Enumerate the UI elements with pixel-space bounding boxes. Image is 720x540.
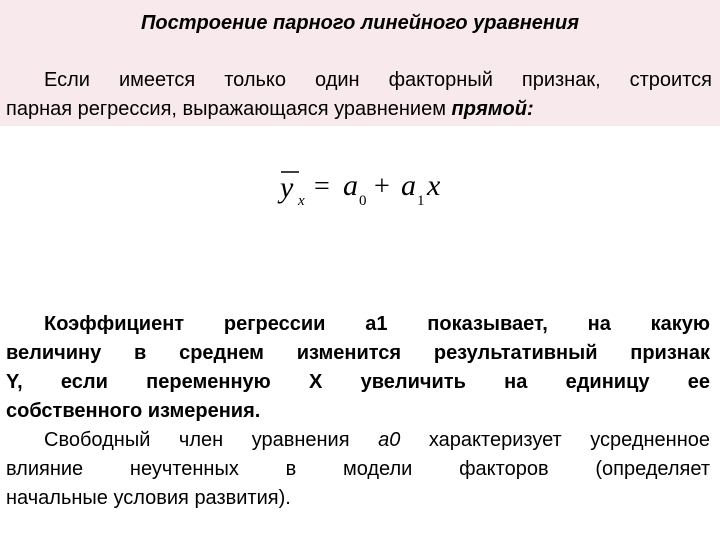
eq-x: x: [427, 169, 441, 202]
coef-line-1: Коэффициент регрессии а1 показывает, на какую: [44, 313, 710, 335]
eq-equals: =: [314, 171, 330, 202]
free-term-line-3: начальные условия развития).: [6, 487, 291, 509]
coef-line-2: величину в среднем изменится результативный признак: [6, 342, 710, 364]
intro-line-1: Если имеется только один факторный признак, строится: [44, 69, 712, 91]
intro-emphasis: прямой:: [451, 98, 534, 120]
eq-a1-sub: 1: [417, 193, 425, 209]
eq-plus: +: [374, 171, 390, 202]
free-term-prefix: Свободный член уравнения: [44, 429, 350, 451]
eq-y: y: [280, 171, 294, 204]
coefficient-paragraph: [6, 310, 710, 426]
regression-equation: [0, 165, 720, 215]
free-term-symbol: а0: [378, 429, 401, 451]
eq-a1: a: [401, 169, 416, 202]
free-term-suffix: характеризует усредненное: [428, 429, 711, 451]
intro-line-2: [6, 95, 712, 124]
coef-line-4: собственного измерения.: [6, 400, 261, 422]
explanation-block: [6, 310, 710, 513]
eq-a0-sub: 0: [359, 193, 367, 209]
free-term-line-1: [6, 426, 710, 455]
slide-title: Построение парного линейного уравнения: [141, 12, 579, 34]
intro-paragraph: [6, 66, 712, 124]
coef-line-3: Y, если переменную X увеличить на единицу ее: [6, 371, 710, 393]
eq-a0: a: [343, 169, 358, 202]
eq-y-sub: x: [298, 193, 305, 209]
free-term-line-2: влияние неучтенных в модели факторов (определяет: [6, 458, 710, 480]
free-term-paragraph: [6, 426, 710, 513]
intro-line-2-text: парная регрессия, выражающаяся уравнением: [6, 98, 446, 120]
